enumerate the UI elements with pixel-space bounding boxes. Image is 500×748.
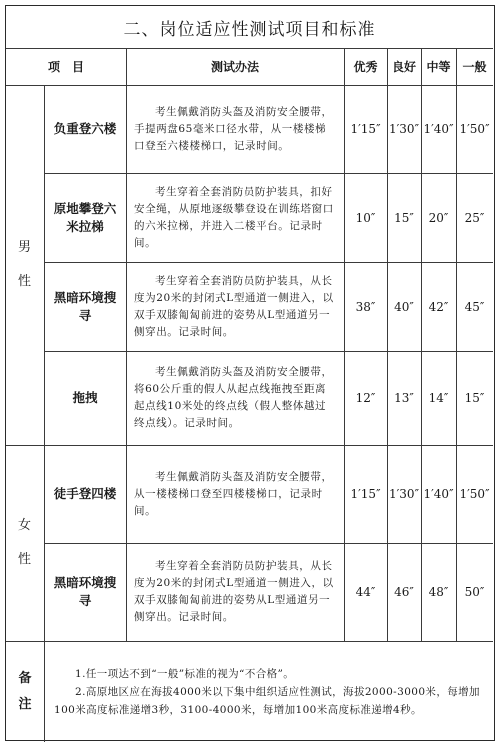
score-good: 13″: [394, 391, 414, 405]
row-method: 考生佩戴消防头盔及消防安全腰带，手提两盘65毫米口径水带，从一楼楼梯口登至六楼楼梯口，记录时间。: [134, 105, 333, 152]
score-excellent: 10″: [355, 210, 376, 225]
row-method: 考生穿着全套消防员防护装具，扣好安全绳，从原地逐级攀登设在训练塔窗口的六米拉梯，并进入二楼平台。记录时间。: [134, 185, 334, 249]
row-method: 考生穿着全套消防员防护装具，从长度为20米的封闭式L型通道一侧进入，以双手双膝匍匐前进的姿势从L型通道另一侧穿出。记录时间。: [134, 274, 334, 338]
row-item: 负重登六楼: [53, 121, 117, 136]
notes-content: [44, 641, 493, 742]
score-average: 50″: [464, 585, 485, 599]
score-excellent: 1′15″: [350, 487, 381, 501]
score-good: 1′30″: [388, 487, 420, 501]
row-item: 徒手登四楼: [53, 486, 117, 501]
header-method: 测试办法: [210, 60, 259, 74]
score-medium: 48″: [428, 585, 449, 599]
row-item: 拖拽: [72, 390, 98, 405]
header-excellent: 优秀: [353, 60, 378, 74]
notes-label: [6, 641, 44, 742]
score-average: 45″: [464, 299, 485, 314]
row-method: 考生佩戴消防头盔及消防安全腰带，将60公斤重的假人从起点线拖拽至距离起点线10米处的终点线（假人整体越过终点线）。记录时间。: [134, 366, 333, 429]
score-medium: 42″: [428, 299, 449, 314]
score-medium: 1′40″: [423, 122, 454, 136]
score-excellent: 12″: [355, 391, 376, 405]
score-good: 46″: [394, 585, 414, 599]
score-average: 25″: [464, 210, 485, 225]
score-medium: 14″: [428, 391, 449, 405]
row-method: 考生佩戴消防头盔及消防安全腰带，从一楼楼梯口登至四楼楼梯口，记录时间。: [134, 470, 333, 517]
row-method: 考生穿着全套消防员防护装具，从长度为20米的封闭式L型通道一侧进入，以双手双膝匍匐前进的姿势从L型通道另一侧穿出。记录时间。: [134, 560, 334, 623]
score-medium: 1′40″: [423, 487, 454, 501]
row-item: 黑暗环境搜寻: [53, 289, 117, 323]
score-average: 15″: [464, 391, 485, 405]
group-female: [6, 445, 50, 641]
score-good: 15″: [394, 210, 414, 225]
group-male-label: 男性: [18, 240, 50, 289]
notes-label-text: 备注: [18, 670, 32, 712]
header-medium: 中等: [426, 60, 451, 74]
row-item: 黑暗环境搜寻: [53, 575, 117, 608]
score-good: 40″: [394, 299, 414, 314]
group-male: [6, 85, 50, 445]
score-average: 1′50″: [459, 122, 490, 136]
header-average: 一般: [462, 60, 487, 74]
row-item: 原地攀登六米拉梯: [53, 200, 117, 234]
header-good: 良好: [391, 60, 416, 74]
score-medium: 20″: [428, 210, 449, 225]
score-good: 1′30″: [388, 122, 420, 136]
score-average: 1′50″: [459, 487, 490, 501]
score-excellent: 1′15″: [350, 122, 381, 136]
note-line: 1.任一项达不到“一般”标准的视为“不合格”。: [75, 667, 295, 680]
score-excellent: 44″: [355, 585, 376, 599]
group-female-label: 女性: [18, 518, 50, 567]
standards-table: [5, 5, 495, 741]
header-item: 项 目: [47, 60, 84, 74]
note-line: 2.高原地区应在海拔4000米以下集中组织适应性测试，海拔2000-3000米，每增加100米高度标准递增3秒，3100-4000米，每增加100米高度标准递增4秒。: [54, 685, 480, 716]
table-title: 二、岗位适应性测试项目和标准: [123, 19, 376, 40]
score-excellent: 38″: [355, 299, 376, 314]
